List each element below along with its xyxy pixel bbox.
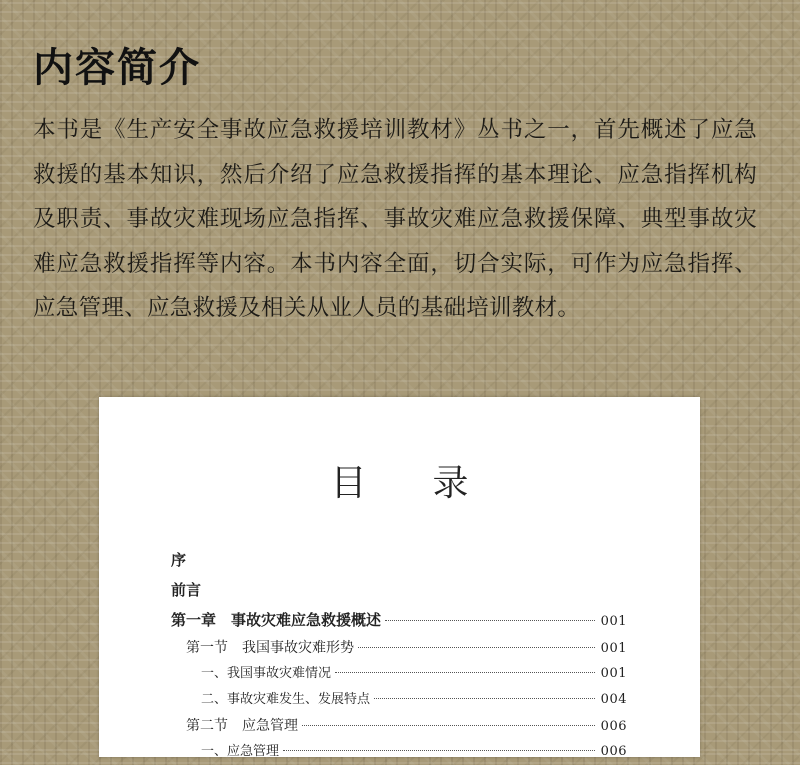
toc-page-image (99, 397, 700, 757)
toc-entry-item-1-2-1 (171, 739, 627, 765)
toc-dot-leader (374, 698, 595, 699)
toc-heading-left: 目 (330, 463, 367, 504)
toc-heading (99, 455, 700, 506)
toc-dot-leader (335, 672, 595, 673)
toc-list (171, 545, 627, 765)
toc-entry-label: 前言 (171, 581, 202, 599)
toc-entry-page: 004 (600, 692, 627, 707)
toc-dot-leader (385, 620, 595, 621)
toc-entry-page: 001 (600, 666, 627, 681)
toc-dot-leader (358, 647, 595, 648)
toc-entry-label: 序 (171, 551, 187, 569)
toc-entry-label: 第二节 应急管理 (186, 718, 298, 734)
toc-entry-page: 006 (600, 719, 627, 734)
toc-entry-chapter-1 (171, 605, 627, 635)
toc-entry-foreword (171, 575, 627, 605)
intro-title: 内容简介 (33, 44, 201, 91)
toc-entry-section-1-2 (171, 713, 627, 739)
toc-entry-preface (171, 545, 627, 575)
toc-entry-page: 001 (600, 614, 627, 629)
toc-entry-label: 第一节 我国事故灾难形势 (186, 640, 354, 656)
toc-entry-section-1-1 (171, 635, 627, 661)
toc-entry-label: 一、我国事故灾难情况 (201, 666, 332, 681)
toc-heading-right: 录 (432, 463, 469, 504)
toc-entry-label: 第一章 事故灾难应急救援概述 (171, 611, 382, 629)
toc-entry-label: 一、应急管理 (201, 744, 280, 759)
toc-dot-leader (302, 725, 595, 726)
toc-entry-item-1-1-1 (171, 661, 627, 687)
toc-entry-page: 006 (600, 744, 627, 759)
toc-entry-page: 001 (600, 641, 627, 656)
toc-entry-item-1-1-2 (171, 687, 627, 713)
toc-entry-label: 二、事故灾难发生、发展特点 (201, 692, 371, 707)
intro-body: 本书是《生产安全事故应急救援培训教材》丛书之一，首先概述了应急救援的基本知识，然后介绍了应急救援指挥的基本理论、应急指挥机构及职责、事故灾难现场应急指挥、事故灾难应急救援保障、典型事故灾难应急救援指挥等内容。本书内容全面，切合实际，可作为应急指挥、应急管理、应急救援及相关从业人员的基础培训教材。 (33, 117, 757, 321)
